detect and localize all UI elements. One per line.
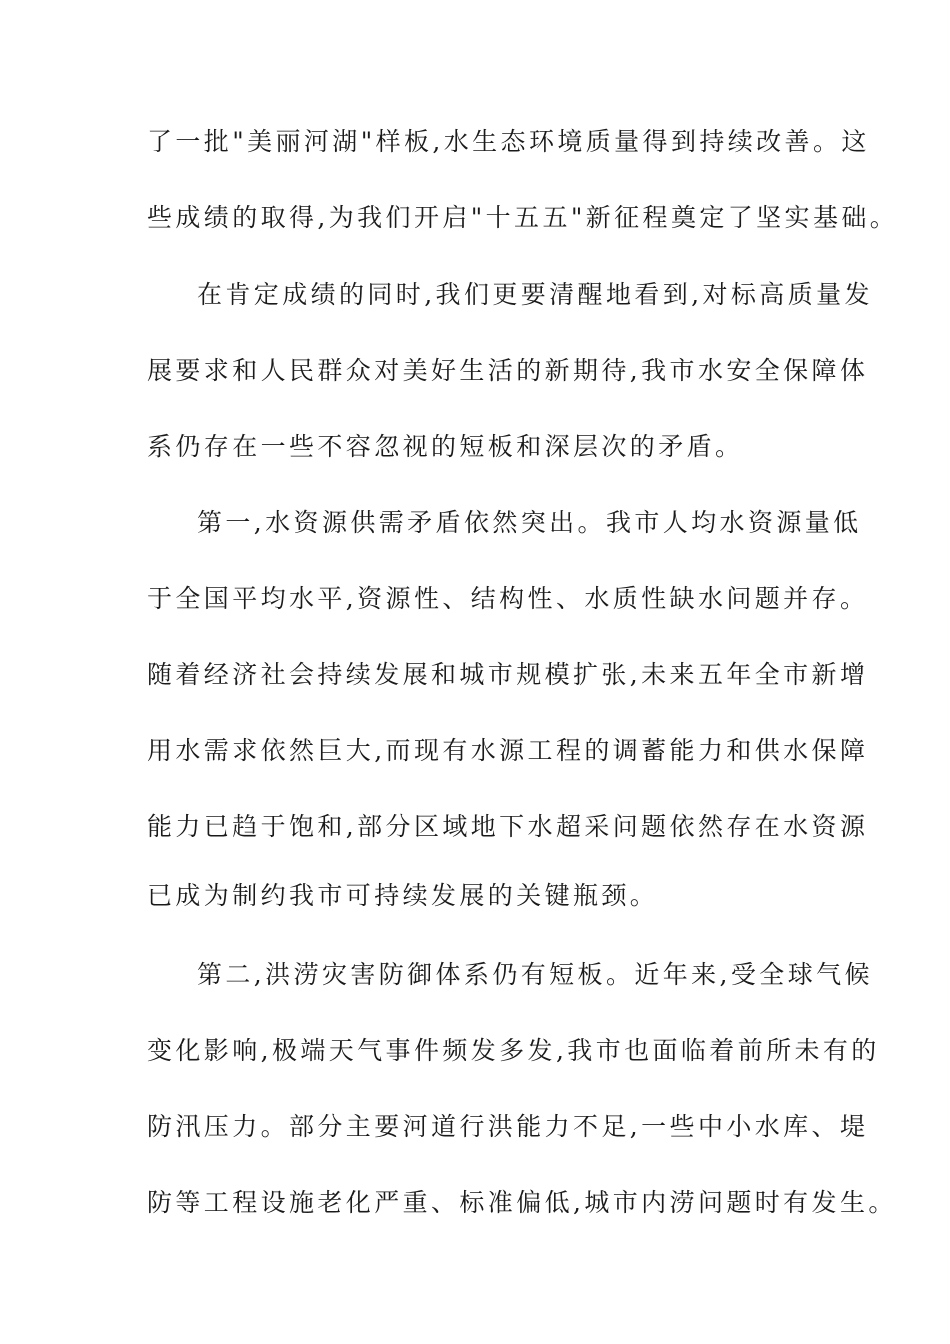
text-line: 防等工程设施老化严重、标准偏低,城市内涝问题时有发生。 [147, 1188, 897, 1217]
text-line: 随着经济社会持续发展和城市规模扩张,未来五年全市新增 [147, 660, 869, 689]
text-line: 已成为制约我市可持续发展的关键瓶颈。 [147, 881, 659, 910]
text-line: 能力已趋于饱和,部分区域地下水超采问题依然存在水资源 [147, 812, 869, 841]
text-line: 了一批"美丽河湖"样板,水生态环境质量得到持续改善。这 [147, 127, 870, 156]
text-line: 变化影响,极端天气事件频发多发,我市也面临着前所未有的 [147, 1036, 880, 1065]
text-line: 些成绩的取得,为我们开启"十五五"新征程奠定了坚实基础。 [147, 203, 899, 232]
paragraph-start-line: 第一,水资源供需矛盾依然突出。我市人均水资源量低 [197, 508, 862, 537]
text-line: 系仍存在一些不容忽视的短板和深层次的矛盾。 [147, 432, 744, 461]
text-line: 展要求和人民群众对美好生活的新期待,我市水安全保障体 [147, 356, 869, 385]
text-line: 防汛压力。部分主要河道行洪能力不足,一些中小水库、堤 [147, 1112, 869, 1141]
text-line: 于全国平均水平,资源性、结构性、水质性缺水问题并存。 [147, 584, 869, 613]
paragraph-start-line: 在肯定成绩的同时,我们更要清醒地看到,对标高质量发 [197, 280, 873, 309]
paragraph-start-line: 第二,洪涝灾害防御体系仍有短板。近年来,受全球气候 [197, 960, 873, 989]
text-line: 用水需求依然巨大,而现有水源工程的调蓄能力和供水保障 [147, 736, 869, 765]
